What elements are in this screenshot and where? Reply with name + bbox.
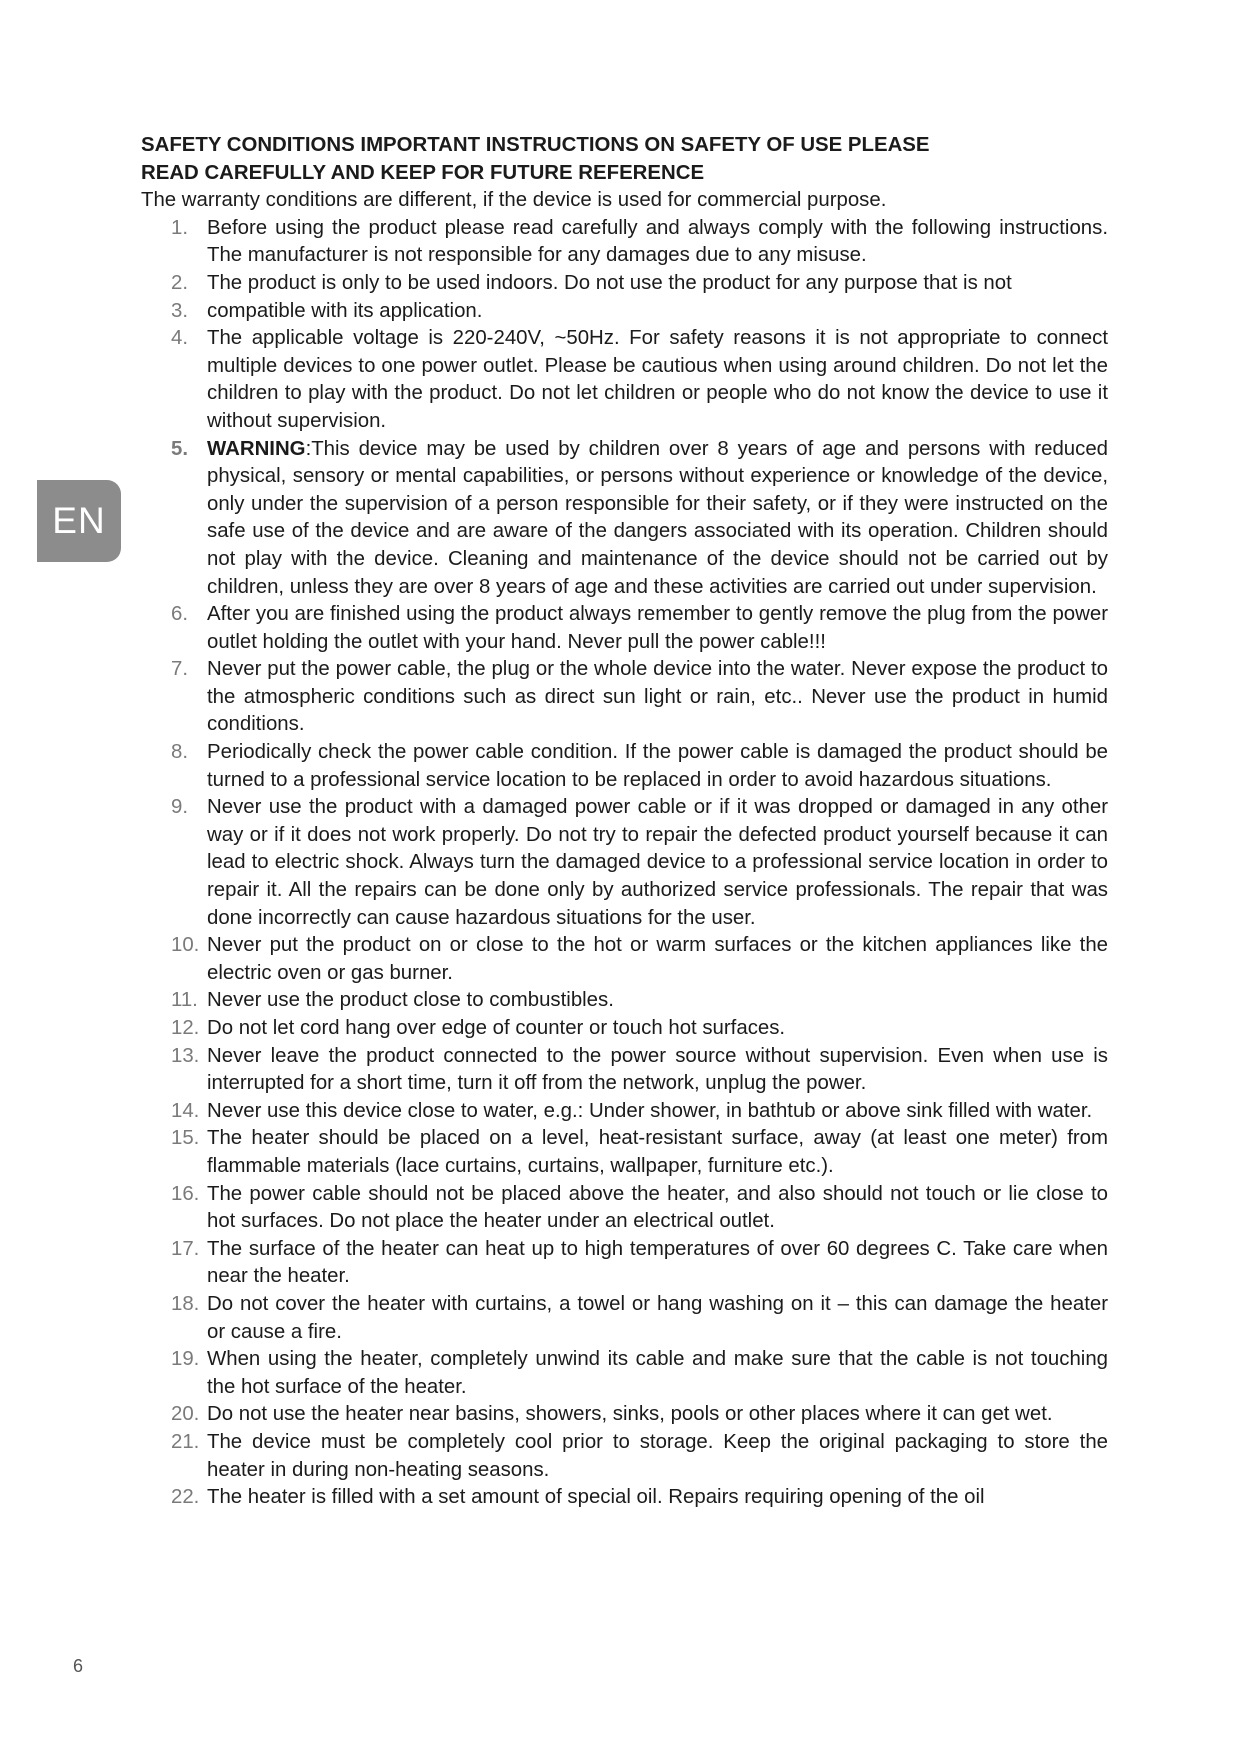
list-item	[141, 1236, 1108, 1291]
item-text: Do not use the heater near basins, showers, sinks, pools or other places where it can get wet.	[207, 1403, 1053, 1426]
item-text: Never put the power cable, the plug or the whole device into the water. Never expose the product to the atmospheric conditions such as direct sun light or rain, etc.. Never use the product in humid conditions.	[207, 658, 1108, 736]
item-number: 19.	[171, 1348, 200, 1371]
item-text: The device must be completely cool prior to storage. Keep the original packaging to store the heater in during non-heating seasons.	[207, 1430, 1108, 1481]
item-number: 4.	[171, 327, 189, 350]
list-item	[141, 987, 1108, 1015]
item-text: The product is only to be used indoors. Do not use the product for any purpose that is not	[207, 271, 1012, 294]
item-text: Never use the product with a damaged power cable or if it was dropped or damaged in any other way or if it does not work properly. Do not try to repair the defected product yourself because it can lead to electric shock. Always turn the damaged device to a professional service location in order to repair it. All the repairs can be done only by authorized service professionals. The repair that was done incorrectly can cause hazardous situations for the user.	[207, 796, 1108, 929]
item-text: The heater is filled with a set amount of special oil. Repairs requiring opening of the oil	[207, 1486, 985, 1509]
item-text: The applicable voltage is 220-240V, ~50Hz. For safety reasons it is not appropriate to connect multiple devices to one power outlet. Please be cautious when using around children. Do not let the children to play with the product. Do not let children or people who do not know the device to use it without supervision.	[207, 327, 1108, 432]
item-number: 8.	[171, 741, 189, 764]
item-number: 3.	[171, 299, 189, 322]
list-item	[141, 1015, 1108, 1043]
safety-instructions	[141, 132, 1108, 1512]
list-item	[141, 1291, 1108, 1346]
item-number: 11.	[171, 989, 198, 1012]
page-number: 6	[73, 1656, 84, 1676]
item-number: 9.	[171, 796, 189, 819]
list-item	[141, 739, 1108, 794]
item-number: 20.	[171, 1403, 200, 1426]
item-text: Never use the product close to combustibles.	[207, 989, 614, 1012]
list-item	[141, 1401, 1108, 1429]
warranty-intro: The warranty conditions are different, if the device is used for commercial purpose.	[141, 189, 887, 212]
list-item	[141, 325, 1108, 435]
item-text: Do not cover the heater with curtains, a towel or hang washing on it – this can damage the heater or cause a fire.	[207, 1292, 1108, 1343]
list-item	[141, 298, 1108, 326]
item-text: When using the heater, completely unwind its cable and make sure that the cable is not touching the hot surface of the heater.	[207, 1348, 1108, 1398]
list-item	[141, 656, 1108, 739]
list-item	[141, 436, 1108, 602]
item-text: :This device may be used by children over 8 years of age and persons with reduced physical, sensory or mental capabilities, or persons without experience or knowledge of the device, only under the supervision of a person responsible for their safety, or if they were instructed on the safe use of the device and are aware of the dangers associated with its operation. Children should not play with the device. Cleaning and maintenance of the device should not be carried out by children, unless they are over 8 years of age and these activities are carried out under supervision.	[207, 437, 1108, 598]
item-number: 17.	[171, 1237, 200, 1260]
item-number: 18.	[171, 1292, 200, 1315]
item-text: Never put the product on or close to the hot or warm surfaces or the kitchen appliances like the electric oven or gas burner.	[207, 934, 1108, 984]
item-number: 7.	[171, 658, 189, 681]
instruction-list	[141, 215, 1108, 1512]
item-text: compatible with its application.	[207, 299, 483, 322]
list-item	[141, 215, 1108, 270]
list-item	[141, 601, 1108, 656]
list-item	[141, 1098, 1108, 1126]
list-item	[141, 270, 1108, 298]
list-item	[141, 1429, 1108, 1484]
item-number: 15.	[171, 1127, 200, 1150]
item-number: 10.	[171, 934, 200, 957]
item-number: 13.	[171, 1044, 200, 1067]
language-tab: EN	[37, 480, 121, 562]
item-number: 22.	[171, 1486, 200, 1509]
item-text: The power cable should not be placed above the heater, and also should not touch or lie close to hot surfaces. Do not place the heater under an electrical outlet.	[207, 1182, 1108, 1233]
item-text: Never leave the product connected to the power source without supervision. Even when use is interrupted for a short time, turn it off from the network, unplug the power.	[207, 1044, 1108, 1095]
item-text: After you are finished using the product always remember to gently remove the plug from the power outlet holding the outlet with your hand. Never pull the power cable!!!	[207, 603, 1108, 653]
item-text: Periodically check the power cable condition. If the power cable is damaged the product should be turned to a professional service location to be replaced in order to avoid hazardous situations.	[207, 741, 1108, 791]
item-number: 21.	[171, 1430, 200, 1453]
heading-line-2: READ CAREFULLY AND KEEP FOR FUTURE REFERENCE	[141, 161, 705, 184]
list-item	[141, 1043, 1108, 1098]
item-text: Do not let cord hang over edge of counter or touch hot surfaces.	[207, 1017, 786, 1039]
heading-line-1: SAFETY CONDITIONS IMPORTANT INSTRUCTIONS ON SAFETY OF USE PLEASE	[141, 134, 930, 156]
list-item	[141, 1181, 1108, 1236]
item-number: 12.	[171, 1017, 200, 1039]
item-text: Before using the product please read carefully and always comply with the following instructions. The manufacturer is not responsible for any damages due to any misuse.	[207, 216, 1108, 267]
list-item	[141, 1484, 1108, 1512]
list-item	[141, 1125, 1108, 1180]
item-number: 16.	[171, 1182, 200, 1205]
list-item	[141, 794, 1108, 932]
item-number: 5.	[171, 437, 189, 460]
item-text: The heater should be placed on a level, heat-resistant surface, away (at least one meter) from flammable materials (lace curtains, curtains, wallpaper, furniture etc.).	[207, 1127, 1108, 1177]
item-text: The surface of the heater can heat up to high temperatures of over 60 degrees C. Take care when near the heater.	[207, 1237, 1108, 1288]
warning-label: WARNING	[207, 437, 306, 460]
item-text: Never use this device close to water, e.g.: Under shower, in bathtub or above sink filled with water.	[207, 1099, 1093, 1122]
item-number: 6.	[171, 603, 189, 626]
list-item	[141, 932, 1108, 987]
list-item	[141, 1346, 1108, 1401]
item-number: 1.	[171, 216, 189, 239]
item-number: 14.	[171, 1099, 200, 1122]
item-number: 2.	[171, 271, 189, 294]
